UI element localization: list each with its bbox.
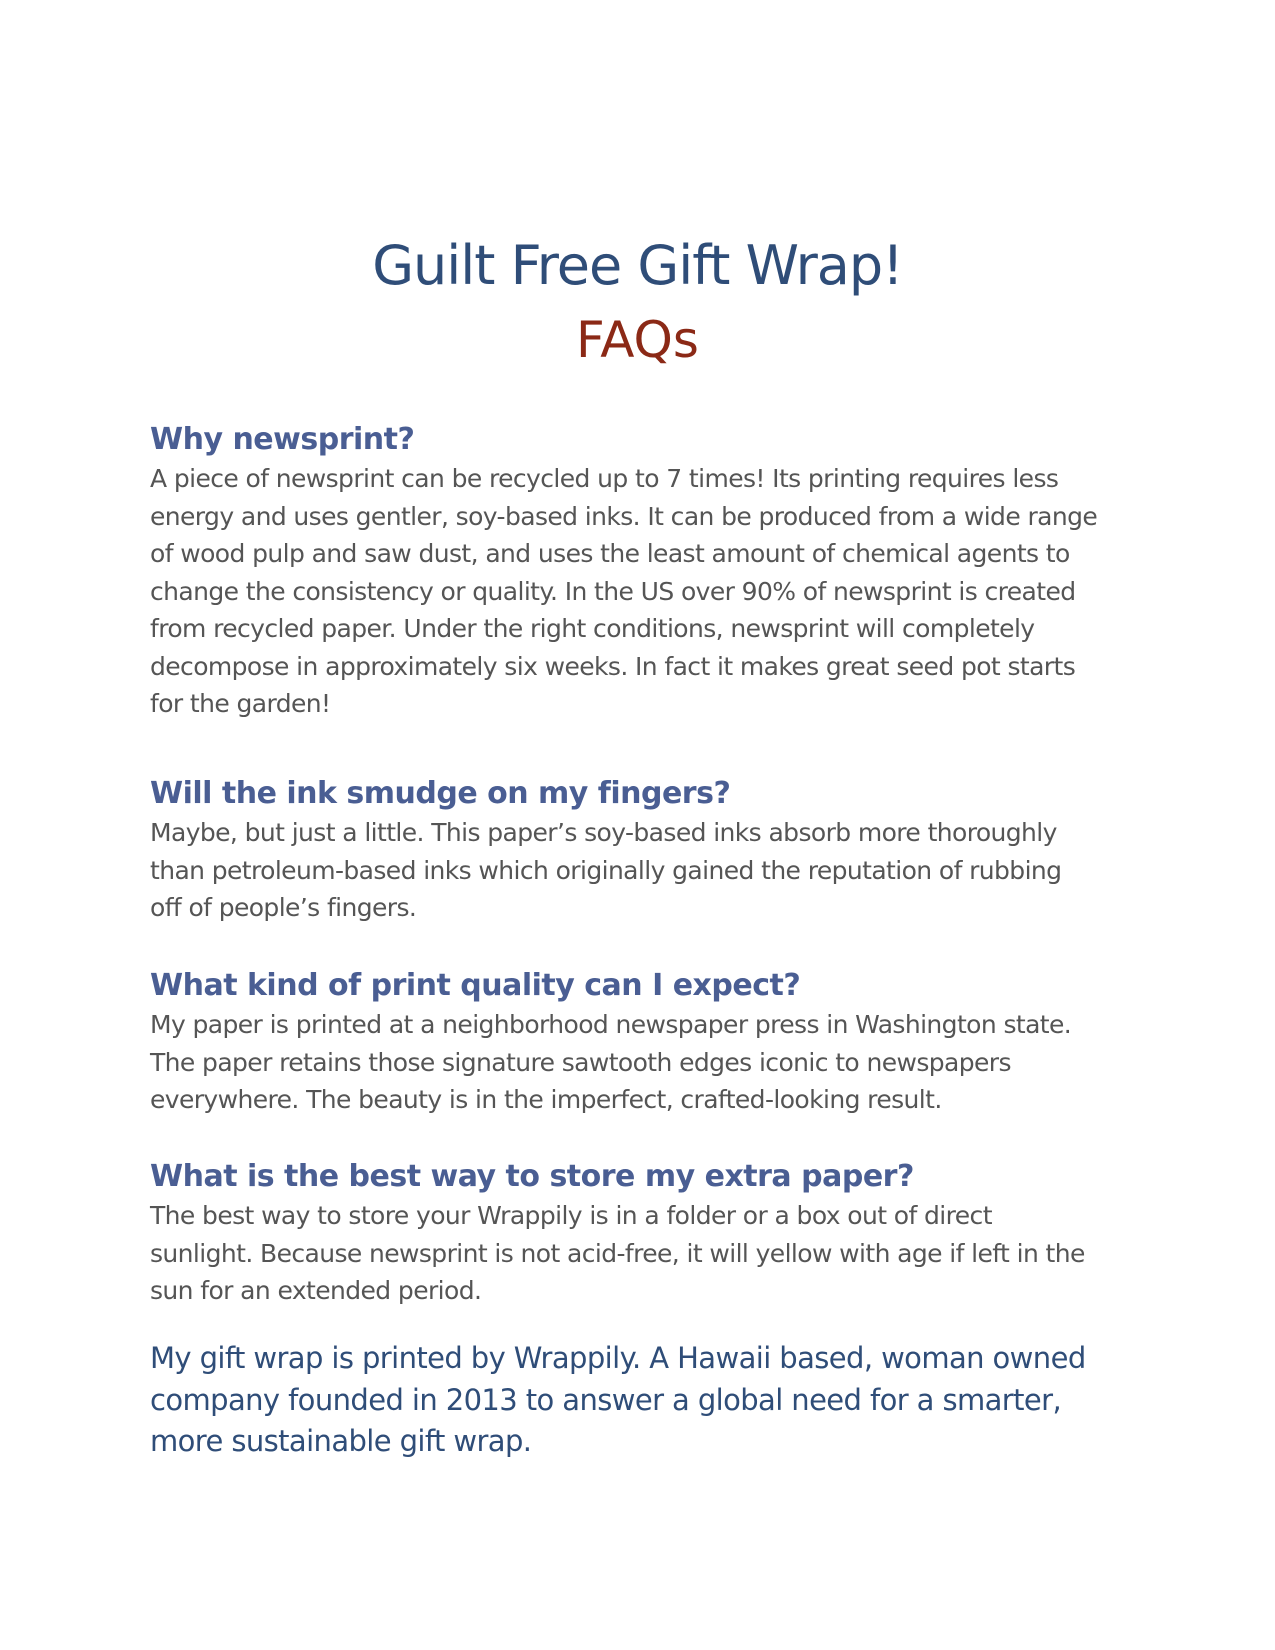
answer-line: change the consistency or quality. In the US over 90% of newsprint is created [150, 576, 1076, 606]
footer-line: My gift wrap is printed by Wrappily. A Hawaii based, woman owned [150, 1341, 1086, 1375]
answer-line: A piece of newsprint can be recycled up to 7 times! Its printing requires less [150, 464, 1059, 493]
answer-line: The best way to store your Wrappily is in a folder or a box out of direct [150, 1201, 992, 1230]
faq-answer [150, 814, 1150, 927]
answer-line: everywhere. The beauty is in the imperfect, crafted-looking result. [150, 1085, 942, 1114]
answer-line: My paper is printed at a neighborhood newspaper press in Washington state. [150, 1010, 1072, 1039]
faq-question: What kind of print quality can I expect? [150, 968, 801, 1003]
faq-answer [150, 460, 1150, 723]
faq-item [150, 966, 1150, 1119]
answer-line: from recycled paper. Under the right conditions, newsprint will completely [150, 614, 1035, 643]
answer-line: Maybe, but just a little. This paper’s soy-based inks absorb more thoroughly [150, 818, 1057, 847]
footer-line: more sustainable gift wrap. [150, 1424, 532, 1458]
answer-line: than petroleum-based inks which originally gained the reputation of rubbing [150, 855, 1062, 885]
answer-line: energy and uses gentler, soy-based inks. It can be produced from a wide range [150, 501, 1098, 531]
faq-item [150, 1157, 1150, 1310]
answer-line: of wood pulp and saw dust, and uses the least amount of chemical agents to [150, 539, 1070, 568]
page-title: Guilt Free Gift Wrap! [372, 234, 903, 297]
faq-question: Will the ink smudge on my fingers? [150, 776, 731, 811]
footer-note [150, 1338, 1086, 1463]
faq-item [150, 774, 1150, 927]
answer-line: off of people’s fingers. [150, 893, 417, 922]
page-subtitle: FAQs [576, 311, 699, 369]
footer-line: company founded in 2013 to answer a global need for a smarter, [150, 1382, 1062, 1417]
answer-line: The paper retains those signature sawtooth edges iconic to newspapers [150, 1047, 1011, 1077]
faq-answer [150, 1197, 1150, 1310]
faq-item [150, 420, 1150, 723]
answer-line: sun for an extended period. [150, 1276, 482, 1305]
faq-answer [150, 1006, 1150, 1119]
answer-line: for the garden! [150, 689, 331, 718]
answer-line: decompose in approximately six weeks. In fact it makes great seed pot starts [150, 651, 1076, 681]
answer-line: sunlight. Because newsprint is not acid-free, it will yellow with age if left in the [150, 1238, 1085, 1268]
faq-question: What is the best way to store my extra paper? [150, 1159, 914, 1194]
faq-question: Why newsprint? [150, 422, 415, 457]
